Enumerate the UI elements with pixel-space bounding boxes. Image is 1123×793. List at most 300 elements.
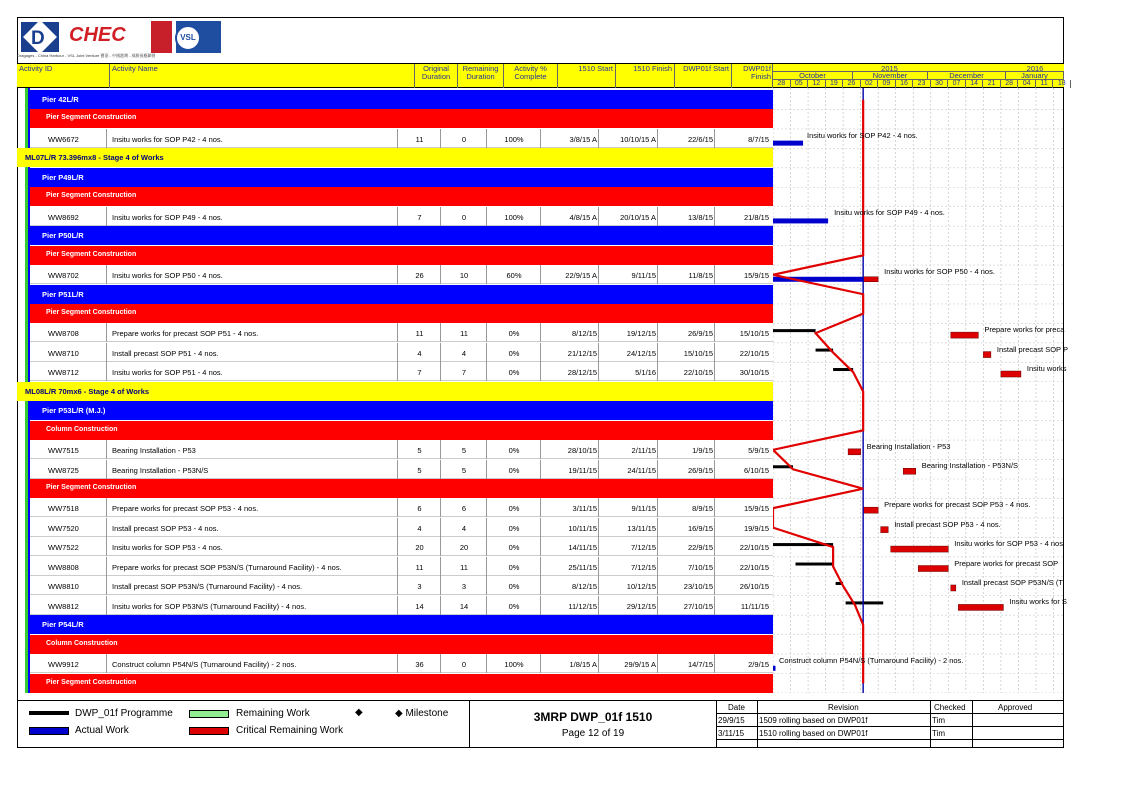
wbs-band-red[interactable] — [30, 246, 773, 265]
cell-divider — [106, 362, 107, 381]
cell-divider — [540, 129, 541, 148]
percent-complete: 0% — [508, 562, 520, 572]
cell-divider — [486, 265, 487, 284]
dwp-finish: 11/11/15 — [740, 601, 769, 611]
start-1510: 8/12/15 — [571, 329, 597, 339]
original-duration: 4 — [417, 348, 422, 358]
legend-milestone-label: ◆ Milestone — [395, 708, 449, 719]
dwp-finish: 6/10/15 — [743, 465, 769, 475]
start-1510: 1/8/15 A — [569, 660, 597, 670]
finish-1510: 10/12/15 — [626, 582, 656, 592]
wbs-band-blue[interactable] — [30, 401, 773, 420]
cell-divider — [714, 518, 715, 537]
critical-bar — [918, 566, 948, 572]
dwp-finish: 19/9/15 — [743, 523, 769, 533]
cell-divider — [486, 596, 487, 615]
dwp-start: 1/9/15 — [692, 446, 713, 456]
remaining-duration: 11 — [460, 329, 468, 339]
cell-divider — [598, 596, 599, 615]
activity-row[interactable] — [30, 460, 773, 479]
activity-row[interactable] — [30, 323, 773, 342]
finish-1510: 9/11/15 — [631, 271, 656, 281]
legend-dwp-label: DWP_01f Programme — [75, 708, 173, 719]
critical-bar — [951, 332, 979, 338]
rev-checked: Tim — [932, 729, 946, 738]
col-dwp-start[interactable]: DWP01f Start — [675, 64, 732, 88]
percent-complete: 60% — [506, 271, 522, 281]
cell-divider — [657, 518, 658, 537]
activity-id: WW8710 — [48, 348, 79, 358]
percent-complete: 0% — [508, 465, 520, 475]
remaining-duration: 3 — [461, 582, 467, 592]
start-1510: 28/10/15 — [567, 446, 597, 456]
cell-divider — [540, 537, 541, 556]
activity-name: Insitu works for SOP P53 - 4 nos. — [112, 543, 223, 553]
cell-divider — [714, 129, 715, 148]
timescale-day: 07 — [948, 80, 966, 88]
percent-complete: 0% — [508, 543, 520, 553]
rev-checked: Tim — [932, 716, 946, 725]
finish-1510: 29/9/15 A — [624, 660, 656, 670]
wbs-band-blue[interactable] — [30, 90, 773, 109]
activity-id: WW6672 — [48, 134, 79, 144]
cell-divider — [486, 362, 487, 381]
timescale-day: 28 — [773, 80, 791, 88]
timescale-day: 11 — [1036, 80, 1054, 88]
cell-divider — [714, 362, 715, 381]
cell-divider — [440, 596, 441, 615]
cell-divider — [714, 343, 715, 362]
percent-complete: 0% — [508, 329, 520, 339]
activity-id: WW7522 — [48, 543, 79, 553]
dwp-finish: 15/9/15 — [743, 271, 769, 281]
original-duration: 11 — [415, 329, 424, 339]
cell-divider — [440, 498, 441, 517]
cell-divider — [540, 498, 541, 517]
activity-row[interactable] — [30, 596, 773, 615]
remaining-duration: 0 — [461, 212, 467, 222]
cell-divider — [440, 518, 441, 537]
activity-id: WW7515 — [48, 446, 79, 456]
col-activity-complete[interactable]: Activity % Complete — [504, 64, 558, 88]
dwp-baseline-bar — [773, 329, 816, 332]
wbs-band-blue[interactable] — [30, 226, 773, 245]
remaining-duration: 7 — [461, 368, 467, 378]
cell-divider — [486, 576, 487, 595]
cell-divider — [657, 576, 658, 595]
cell-divider — [598, 557, 599, 576]
wbs-band-label: ML08L/R 70mx6 - Stage 4 of Works — [25, 386, 150, 396]
cell-divider — [486, 207, 487, 226]
activity-row[interactable] — [30, 498, 773, 517]
activity-row[interactable] — [30, 343, 773, 362]
timescale-day: 02 — [861, 80, 879, 88]
cell-divider — [106, 518, 107, 537]
dwp-finish: 22/10/15 — [739, 562, 769, 572]
original-duration: 14 — [415, 601, 424, 611]
original-duration: 7 — [417, 212, 422, 222]
timescale-day: 30 — [931, 80, 949, 88]
activity-name: Prepare works for precast SOP P53 - 4 nos. — [112, 504, 259, 514]
gantt-bar-label: Bearing Installation - P53N/S — [921, 461, 1019, 471]
cell-divider — [540, 460, 541, 479]
cell-divider — [397, 207, 398, 226]
cell-divider — [657, 557, 658, 576]
cell-divider — [540, 343, 541, 362]
activity-name: Prepare works for precast SOP P51 - 4 nos. — [112, 329, 259, 339]
percent-complete: 0% — [508, 348, 520, 358]
cell-divider — [397, 596, 398, 615]
wbs-band-label: Pier Segment Construction — [46, 484, 137, 491]
critical-bar — [951, 585, 956, 591]
timescale-day: 04 — [1018, 80, 1036, 88]
wbs-band-label: Pier Segment Construction — [46, 192, 137, 200]
actual-bar — [773, 218, 828, 223]
cell-divider — [486, 129, 487, 148]
actual-bar — [773, 666, 776, 671]
original-duration: 7 — [417, 368, 422, 378]
cell-divider — [540, 265, 541, 284]
wbs-band-blue[interactable] — [30, 615, 773, 634]
finish-1510: 9/11/15 — [631, 504, 656, 514]
activity-row[interactable] — [30, 362, 773, 381]
legend-actual-label: Actual Work — [75, 725, 129, 736]
dwp-finish: 2/9/15 — [748, 660, 769, 670]
cell-divider — [714, 576, 715, 595]
timescale-day: 12 — [808, 80, 826, 88]
original-duration: 6 — [417, 504, 422, 514]
activity-name: Install precast SOP P53 - 4 nos. — [112, 523, 219, 533]
critical-bar — [891, 546, 949, 552]
col-original-duration[interactable]: Original Duration — [415, 64, 458, 88]
gantt-bar-label: Insitu works for SOP P49 - 4 nos. — [834, 208, 945, 218]
cell-divider — [657, 343, 658, 362]
table-header — [17, 63, 1064, 88]
rev-col-date: Date — [728, 703, 745, 712]
timescale-day: 05 — [791, 80, 809, 88]
start-1510: 10/11/15 — [568, 523, 597, 533]
wbs-band-label: ML07L/R 73.396mx8 - Stage 4 of Works — [25, 153, 164, 163]
dwp-start: 22/9/15 — [687, 543, 713, 553]
rev-col-revision: Revision — [828, 703, 859, 712]
wbs-band-label: Pier P53L/R (M.J.) — [42, 406, 106, 416]
timescale-month: January — [1006, 72, 1064, 80]
revision-row — [716, 727, 1064, 740]
wbs-band-red[interactable] — [30, 187, 773, 206]
start-1510: 25/11/15 — [568, 562, 597, 572]
start-1510: 21/12/15 — [567, 348, 597, 358]
cell-divider — [540, 323, 541, 342]
cell-divider — [657, 323, 658, 342]
start-1510: 28/12/15 — [567, 368, 597, 378]
wbs-band-yellow[interactable] — [17, 382, 773, 401]
wbs-band-red[interactable] — [30, 304, 773, 323]
cell-divider — [657, 537, 658, 556]
cell-divider — [440, 343, 441, 362]
timescale-day: 14 — [966, 80, 984, 88]
activity-row[interactable] — [30, 207, 773, 226]
gantt-bar-label: Prepare works for preca — [984, 325, 1065, 335]
rev-date: 29/9/15 — [718, 716, 745, 725]
cell-divider — [714, 440, 715, 459]
cell-divider — [540, 654, 541, 673]
cell-divider — [106, 460, 107, 479]
finish-1510: 7/12/15 — [630, 543, 656, 553]
vsl-logo: VSL — [151, 21, 221, 53]
dwp-baseline-bar — [846, 601, 884, 604]
start-1510: 14/11/15 — [568, 543, 597, 553]
wbs-band-label: Pier P54L/R — [42, 620, 84, 630]
remaining-duration: 4 — [461, 523, 467, 533]
critical-bar — [958, 604, 1003, 610]
revision-row — [716, 714, 1064, 727]
legend-remaining-label: Remaining Work — [236, 708, 310, 719]
cell-divider — [540, 362, 541, 381]
original-duration: 4 — [417, 523, 422, 533]
timescale-day: 26 — [843, 80, 861, 88]
cell-divider — [598, 207, 599, 226]
wbs-band-red[interactable] — [30, 674, 773, 693]
col-dwp-finish[interactable]: DWP01f Finish — [732, 64, 773, 88]
remaining-duration: 4 — [461, 348, 467, 358]
dwp-start: 23/10/15 — [683, 582, 713, 592]
col-activity-name[interactable]: Activity Name — [110, 64, 415, 88]
activity-name: Bearing Installation - P53 — [112, 446, 196, 456]
critical-bar — [1001, 371, 1021, 377]
gantt-bar-label: Install precast SOP P — [996, 344, 1069, 354]
cell-divider — [486, 343, 487, 362]
cell-divider — [657, 207, 658, 226]
wbs-band-label: Pier Segment Construction — [46, 250, 137, 258]
cell-divider — [440, 654, 441, 673]
cell-divider — [714, 654, 715, 673]
activity-row[interactable] — [30, 440, 773, 459]
cell-divider — [486, 440, 487, 459]
activity-id: WW8725 — [48, 465, 79, 475]
cell-divider — [106, 537, 107, 556]
rev-col-approved: Approved — [998, 703, 1033, 712]
remaining-duration: 14 — [459, 601, 469, 611]
cell-divider — [714, 596, 715, 615]
cell-divider — [657, 460, 658, 479]
cell-divider — [440, 557, 441, 576]
cell-divider — [106, 596, 107, 615]
cell-divider — [486, 323, 487, 342]
activity-id: WW9912 — [48, 660, 79, 670]
activity-id: WW8810 — [48, 582, 79, 592]
critical-bar — [863, 507, 878, 513]
activity-name: Bearing Installation - P53N/S — [112, 465, 209, 475]
wbs-band-yellow[interactable] — [17, 148, 773, 167]
cell-divider — [657, 498, 658, 517]
cell-divider — [714, 323, 715, 342]
wbs-band-label: Column Construction — [46, 425, 118, 433]
remaining-duration: 20 — [459, 543, 469, 553]
wbs-band-label: Pier P51L/R — [42, 289, 84, 299]
cell-divider — [657, 654, 658, 673]
cell-divider — [486, 518, 487, 537]
cell-divider — [486, 557, 487, 576]
dwp-start: 15/10/15 — [683, 348, 713, 358]
original-duration: 26 — [415, 271, 424, 281]
timescale-year: 2015 — [773, 64, 1006, 72]
start-1510: 11/12/15 — [568, 601, 597, 611]
col-1510-start[interactable]: 1510 Start — [558, 64, 616, 88]
start-1510: 8/12/15 — [571, 582, 597, 592]
activity-row[interactable] — [30, 537, 773, 556]
activity-row[interactable] — [30, 557, 773, 576]
revision-header-row — [716, 701, 1064, 714]
cell-divider — [106, 654, 107, 673]
cell-divider — [106, 343, 107, 362]
finish-1510: 10/10/15 A — [620, 134, 656, 144]
dwp-finish: 21/8/15 — [743, 212, 769, 222]
percent-complete: 0% — [508, 504, 520, 514]
cell-divider — [486, 654, 487, 673]
wbs-band-label: Pier Segment Construction — [46, 114, 137, 122]
original-duration: 36 — [415, 660, 424, 670]
activity-id: WW8702 — [48, 271, 79, 281]
finish-1510: 20/10/15 A — [620, 212, 656, 222]
wbs-band-blue[interactable] — [30, 285, 773, 304]
wbs-band-red[interactable] — [30, 109, 773, 128]
logo-caption: Dragages - China Harbour - VSL Joint Venture 寶嘉 - 中國港灣 - 威勝預應聯營 — [17, 53, 156, 58]
finish-1510: 13/11/15 — [627, 523, 656, 533]
cell-divider — [540, 557, 541, 576]
gantt-bar-label: Insitu works — [1026, 364, 1067, 374]
cell-divider — [106, 129, 107, 148]
dwp-finish: 15/10/15 — [739, 329, 769, 339]
cell-divider — [486, 498, 487, 517]
cell-divider — [440, 129, 441, 148]
cell-divider — [714, 460, 715, 479]
remaining-duration: 6 — [461, 504, 467, 514]
wbs-band-label: Column Construction — [46, 639, 118, 647]
cell-divider — [397, 129, 398, 148]
remaining-duration: 5 — [461, 446, 467, 456]
milestone-icon: ◆ — [355, 707, 363, 718]
activity-name: Construct column P54N/S (Turnaround Facility) - 2 nos. — [112, 660, 297, 670]
gantt-bar-label: Install precast SOP P53 - 4 nos. — [894, 519, 1001, 529]
original-duration: 11 — [415, 562, 424, 572]
cell-divider — [397, 460, 398, 479]
dwp-finish: 22/10/15 — [739, 348, 769, 358]
gantt-bar-label: Prepare works for precast SOP — [954, 558, 1059, 568]
dwp-finish: 30/10/15 — [739, 368, 769, 378]
timescale-day: 28 — [1001, 80, 1019, 88]
timescale-month: October — [773, 72, 853, 80]
cell-divider — [540, 518, 541, 537]
percent-complete: 0% — [508, 601, 520, 611]
wbs-band-red[interactable] — [30, 479, 773, 498]
cell-divider — [540, 440, 541, 459]
original-duration: 20 — [415, 543, 424, 553]
percent-complete: 0% — [508, 582, 520, 592]
dwp-start: 16/9/15 — [687, 523, 713, 533]
cell-divider — [486, 537, 487, 556]
gantt-bar-label: Construct column P54N/S (Turnaround Facility) - 2 nos. — [779, 655, 964, 665]
dwp-start: 14/7/15 — [687, 660, 713, 670]
cell-divider — [598, 440, 599, 459]
cell-divider — [397, 498, 398, 517]
activity-id: WW8712 — [48, 368, 79, 378]
wbs-band-blue[interactable] — [30, 168, 773, 187]
cell-divider — [486, 460, 487, 479]
gantt-bar-label: Prepare works for precast SOP P53 - 4 nos. — [884, 500, 1031, 510]
wbs-band-red[interactable] — [30, 421, 773, 440]
col-activity-id[interactable]: Activity ID — [17, 64, 110, 88]
gantt-bar-label: Insitu works for SOP P42 - 4 nos. — [807, 130, 918, 140]
dwp-start: 13/8/15 — [687, 212, 713, 222]
legend-critical-swatch — [189, 727, 229, 735]
rev-col-checked: Checked — [934, 703, 966, 712]
dwp-start: 7/10/15 — [687, 562, 713, 572]
finish-1510: 5/1/16 — [635, 368, 656, 378]
wbs-band-label: Pier Segment Construction — [46, 678, 137, 686]
cell-divider — [540, 576, 541, 595]
activity-row[interactable] — [30, 654, 773, 673]
col-remaining-duration[interactable]: Remaining Duration — [458, 64, 504, 88]
cell-divider — [397, 576, 398, 595]
start-1510: 4/8/15 A — [569, 212, 597, 222]
activity-row[interactable] — [30, 265, 773, 284]
finish-1510: 7/12/15 — [630, 562, 656, 572]
finish-1510: 24/11/15 — [627, 465, 656, 475]
dwp-finish: 22/10/15 — [739, 543, 769, 553]
timescale-day: 19 — [826, 80, 844, 88]
remaining-duration: 5 — [461, 465, 467, 475]
gantt-bar-label: Bearing Installation - P53 — [866, 441, 951, 451]
timescale-year: 2016 — [1006, 64, 1064, 72]
activity-id: WW8808 — [48, 562, 79, 572]
cell-divider — [657, 265, 658, 284]
wbs-band-label: Pier P49L/R — [42, 172, 84, 182]
activity-row[interactable] — [30, 576, 773, 595]
remaining-duration: 0 — [461, 660, 467, 670]
percent-complete: 100% — [504, 134, 524, 144]
start-1510: 3/11/15 — [572, 504, 597, 514]
timescale-month: December — [928, 72, 1006, 80]
cell-divider — [598, 129, 599, 148]
col-1510-finish[interactable]: 1510 Finish — [616, 64, 675, 88]
dwp-start: 22/6/15 — [687, 134, 713, 144]
cell-divider — [440, 440, 441, 459]
dwp-start: 26/9/15 — [687, 329, 713, 339]
activity-row[interactable] — [30, 518, 773, 537]
start-1510: 22/9/15 A — [565, 271, 597, 281]
wbs-band-red[interactable] — [30, 635, 773, 654]
cell-divider — [397, 440, 398, 459]
cell-divider — [598, 343, 599, 362]
activity-name: Insitu works for SOP P50 - 4 nos. — [112, 271, 223, 281]
original-duration: 5 — [417, 465, 422, 475]
percent-complete: 0% — [508, 368, 520, 378]
rev-date: 3/11/15 — [718, 729, 745, 738]
gantt-bar-label: Install precast SOP P53N/S (T — [961, 577, 1063, 587]
cell-divider — [714, 265, 715, 284]
activity-row[interactable] — [30, 129, 773, 148]
activity-name: Install precast SOP P53N/S (Turnaround Facility) - 4 nos. — [112, 582, 303, 592]
finish-1510: 2/11/15 — [631, 446, 656, 456]
gantt-bar-label: Insitu works for S — [1009, 597, 1067, 607]
finish-1510: 19/12/15 — [626, 329, 656, 339]
activity-name: Insitu works for SOP P42 - 4 nos. — [112, 134, 223, 144]
cell-divider — [397, 323, 398, 342]
cell-divider — [598, 576, 599, 595]
rev-text: 1510 rolling based on DWP01f — [759, 729, 868, 738]
original-duration: 3 — [417, 582, 422, 592]
wbs-band-label: Pier 42L/R — [42, 95, 79, 104]
